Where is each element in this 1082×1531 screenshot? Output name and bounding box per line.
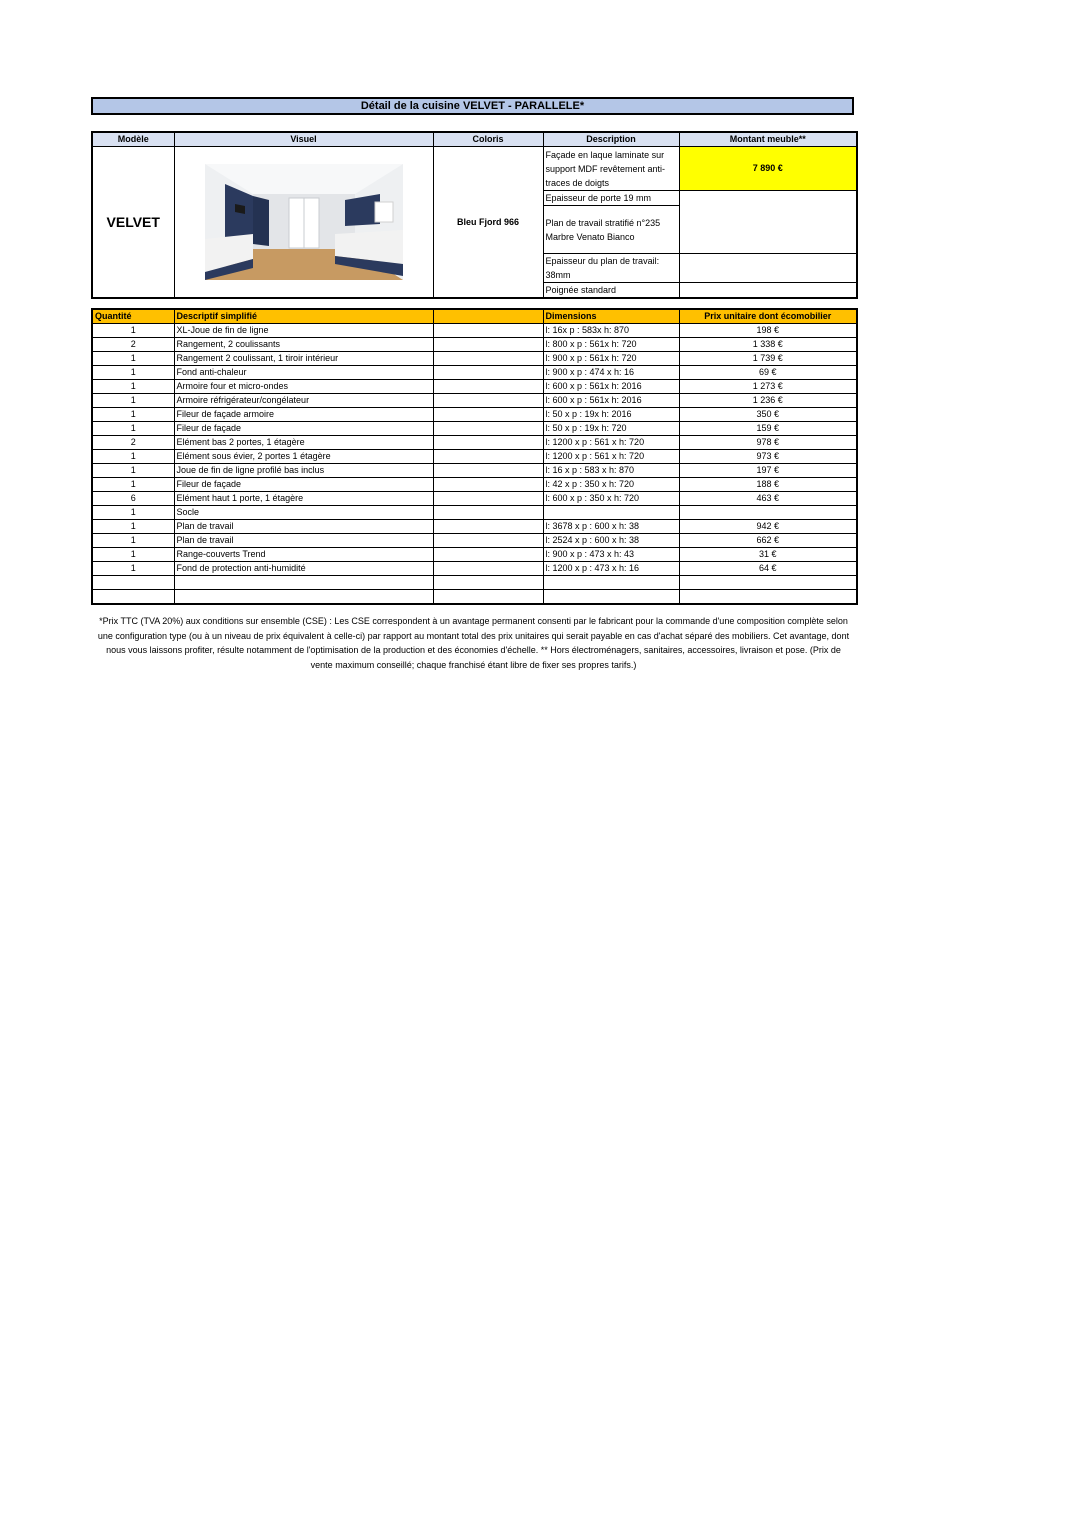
item-description: [174, 590, 433, 605]
price-empty-cell: [679, 254, 857, 283]
table-row: [92, 464, 857, 478]
item-extra: [433, 380, 543, 394]
table-row: [92, 576, 857, 590]
item-dimensions: l: 2524 x p : 600 x h: 38: [543, 534, 679, 548]
item-quantity: 1: [92, 506, 174, 520]
table-row: [92, 506, 857, 520]
item-quantity: 1: [92, 324, 174, 338]
item-quantity: 1: [92, 380, 174, 394]
item-extra: [433, 408, 543, 422]
header-quantity: Quantité: [92, 309, 174, 324]
item-dimensions: l: 600 x p : 561x h: 2016: [543, 394, 679, 408]
item-quantity: 1: [92, 562, 174, 576]
item-dimensions: l: 50 x p : 19x h: 2016: [543, 408, 679, 422]
item-dimensions: l: 42 x p : 350 x h: 720: [543, 478, 679, 492]
item-unit-price: 350 €: [679, 408, 857, 422]
item-extra: [433, 324, 543, 338]
item-unit-price: 978 €: [679, 436, 857, 450]
table-row: [92, 380, 857, 394]
item-extra: [433, 464, 543, 478]
item-description: Fileur de façade: [174, 478, 433, 492]
item-extra: [433, 548, 543, 562]
item-description: Armoire four et micro-ondes: [174, 380, 433, 394]
item-dimensions: l: 1200 x p : 561 x h: 720: [543, 436, 679, 450]
description-worktop-thickness: Epaisseur du plan de travail: 38mm: [543, 254, 679, 283]
item-unit-price: 159 €: [679, 422, 857, 436]
item-quantity: [92, 576, 174, 590]
kitchen-visual: [174, 147, 433, 299]
item-quantity: 1: [92, 366, 174, 380]
item-description: Fond de protection anti-humidité: [174, 562, 433, 576]
table-row: [92, 366, 857, 380]
header-description: Description: [543, 132, 679, 147]
item-quantity: 1: [92, 534, 174, 548]
items-table: [91, 308, 858, 605]
price-empty-cell: [679, 191, 857, 254]
item-extra: [433, 422, 543, 436]
item-unit-price: 64 €: [679, 562, 857, 576]
item-extra: [433, 352, 543, 366]
item-description: Fond anti-chaleur: [174, 366, 433, 380]
item-extra: [433, 590, 543, 605]
item-description: Elément sous évier, 2 portes 1 étagère: [174, 450, 433, 464]
item-description: Rangement 2 coulissant, 1 tiroir intérieur: [174, 352, 433, 366]
table-row: [92, 492, 857, 506]
item-description: Range-couverts Trend: [174, 548, 433, 562]
item-quantity: 1: [92, 478, 174, 492]
item-description: Plan de travail: [174, 520, 433, 534]
item-extra: [433, 520, 543, 534]
item-extra: [433, 366, 543, 380]
table-row: [92, 394, 857, 408]
item-quantity: 1: [92, 520, 174, 534]
item-dimensions: l: 1200 x p : 473 x h: 16: [543, 562, 679, 576]
item-description: [174, 576, 433, 590]
item-description: Fileur de façade armoire: [174, 408, 433, 422]
summary-row-1: [92, 147, 857, 191]
item-extra: [433, 576, 543, 590]
item-description: Fileur de façade: [174, 422, 433, 436]
item-dimensions: l: 50 x p : 19x h: 720: [543, 422, 679, 436]
header-price: Montant meuble**: [679, 132, 857, 147]
item-dimensions: l: 900 x p : 561x h: 720: [543, 352, 679, 366]
item-description: Plan de travail: [174, 534, 433, 548]
item-dimensions: l: 16x p : 583x h: 870: [543, 324, 679, 338]
item-unit-price: 973 €: [679, 450, 857, 464]
item-extra: [433, 492, 543, 506]
table-row: [92, 408, 857, 422]
item-quantity: 1: [92, 352, 174, 366]
header-unit-price: Prix unitaire dont écomobilier: [679, 309, 857, 324]
item-unit-price: [679, 506, 857, 520]
table-row: [92, 520, 857, 534]
item-dimensions: l: 800 x p : 561x h: 720: [543, 338, 679, 352]
description-door-thickness: Epaisseur de porte 19 mm: [543, 191, 679, 206]
item-unit-price: 188 €: [679, 478, 857, 492]
item-description: XL-Joue de fin de ligne: [174, 324, 433, 338]
item-unit-price: 1 739 €: [679, 352, 857, 366]
table-row: [92, 324, 857, 338]
header-model: Modèle: [92, 132, 174, 147]
item-extra: [433, 478, 543, 492]
item-dimensions: l: 600 x p : 561x h: 2016: [543, 380, 679, 394]
table-row: [92, 534, 857, 548]
item-unit-price: 1 236 €: [679, 394, 857, 408]
table-row: [92, 478, 857, 492]
item-quantity: [92, 590, 174, 605]
item-extra: [433, 436, 543, 450]
items-header-row: [92, 309, 857, 324]
kitchen-summary-table: [91, 131, 858, 299]
table-row: [92, 590, 857, 605]
item-dimensions: l: 16 x p : 583 x h: 870: [543, 464, 679, 478]
page-title: Détail de la cuisine VELVET - PARALLELE*: [91, 97, 854, 115]
item-unit-price: [679, 576, 857, 590]
item-quantity: 1: [92, 548, 174, 562]
item-unit-price: [679, 590, 857, 605]
price-empty-cell: [679, 283, 857, 299]
header-visual: Visuel: [174, 132, 433, 147]
header-color: Coloris: [433, 132, 543, 147]
summary-header-row: [92, 132, 857, 147]
item-quantity: 1: [92, 422, 174, 436]
item-quantity: 2: [92, 436, 174, 450]
item-description: Elément haut 1 porte, 1 étagère: [174, 492, 433, 506]
kitchen-photo: [205, 164, 403, 280]
header-simplified-description: Descriptif simplifié: [174, 309, 433, 324]
item-extra: [433, 338, 543, 352]
item-unit-price: 198 €: [679, 324, 857, 338]
item-extra: [433, 450, 543, 464]
item-unit-price: 31 €: [679, 548, 857, 562]
header-dimensions: Dimensions: [543, 309, 679, 324]
item-quantity: 1: [92, 408, 174, 422]
description-handle: Poignée standard: [543, 283, 679, 299]
item-unit-price: 1 273 €: [679, 380, 857, 394]
item-dimensions: [543, 590, 679, 605]
item-unit-price: 942 €: [679, 520, 857, 534]
item-extra: [433, 562, 543, 576]
item-extra: [433, 534, 543, 548]
item-quantity: 1: [92, 450, 174, 464]
item-extra: [433, 394, 543, 408]
item-unit-price: 69 €: [679, 366, 857, 380]
header-extra: [433, 309, 543, 324]
item-unit-price: 197 €: [679, 464, 857, 478]
item-quantity: 1: [92, 394, 174, 408]
table-row: [92, 436, 857, 450]
item-unit-price: 463 €: [679, 492, 857, 506]
furniture-price: 7 890 €: [679, 147, 857, 191]
item-dimensions: l: 3678 x p : 600 x h: 38: [543, 520, 679, 534]
table-row: [92, 450, 857, 464]
items-body: [92, 324, 857, 605]
description-facade: Façade en laque laminate sur support MDF revêtement anti-traces de doigts: [543, 147, 679, 191]
item-unit-price: 662 €: [679, 534, 857, 548]
item-dimensions: l: 900 x p : 473 x h: 43: [543, 548, 679, 562]
item-description: Armoire réfrigérateur/congélateur: [174, 394, 433, 408]
table-row: [92, 548, 857, 562]
item-quantity: 6: [92, 492, 174, 506]
description-worktop: Plan de travail stratifié n°235 Marbre Venato Bianco: [543, 206, 679, 254]
item-quantity: 2: [92, 338, 174, 352]
color-name: Bleu Fjord 966: [433, 147, 543, 299]
item-description: Joue de fin de ligne profilé bas inclus: [174, 464, 433, 478]
item-quantity: 1: [92, 464, 174, 478]
footnote: *Prix TTC (TVA 20%) aux conditions sur ensemble (CSE) : Les CSE correspondent à un avantage permanent consenti par le fabricant pour la commande d'une composition complète selon une configuration type (ou à un niveau de prix équivalent à celle-ci) par rapport au montant total des prix unitaires qui serait payable en cas d'achat séparé des mobiliers. Cet avantage, dont nous vous laissons profiter, résulte notamment de l'optimisation de la production et des économies d'échelle. ** Hors électroménagers, sanitaires, accessoires, livraison et pose. (Prix de vente maximum conseillé; chaque franchisé étant libre de fixer ses propres tarifs.): [97, 616, 850, 670]
item-description: Socle: [174, 506, 433, 520]
item-dimensions: l: 1200 x p : 561 x h: 720: [543, 450, 679, 464]
item-description: Elément bas 2 portes, 1 étagère: [174, 436, 433, 450]
table-row: [92, 338, 857, 352]
item-dimensions: l: 600 x p : 350 x h: 720: [543, 492, 679, 506]
item-dimensions: [543, 576, 679, 590]
item-dimensions: l: 900 x p : 474 x h: 16: [543, 366, 679, 380]
table-row: [92, 562, 857, 576]
item-unit-price: 1 338 €: [679, 338, 857, 352]
item-description: Rangement, 2 coulissants: [174, 338, 433, 352]
table-row: [92, 422, 857, 436]
item-dimensions: [543, 506, 679, 520]
item-extra: [433, 506, 543, 520]
table-row: [92, 352, 857, 366]
model-name: VELVET: [92, 147, 174, 299]
